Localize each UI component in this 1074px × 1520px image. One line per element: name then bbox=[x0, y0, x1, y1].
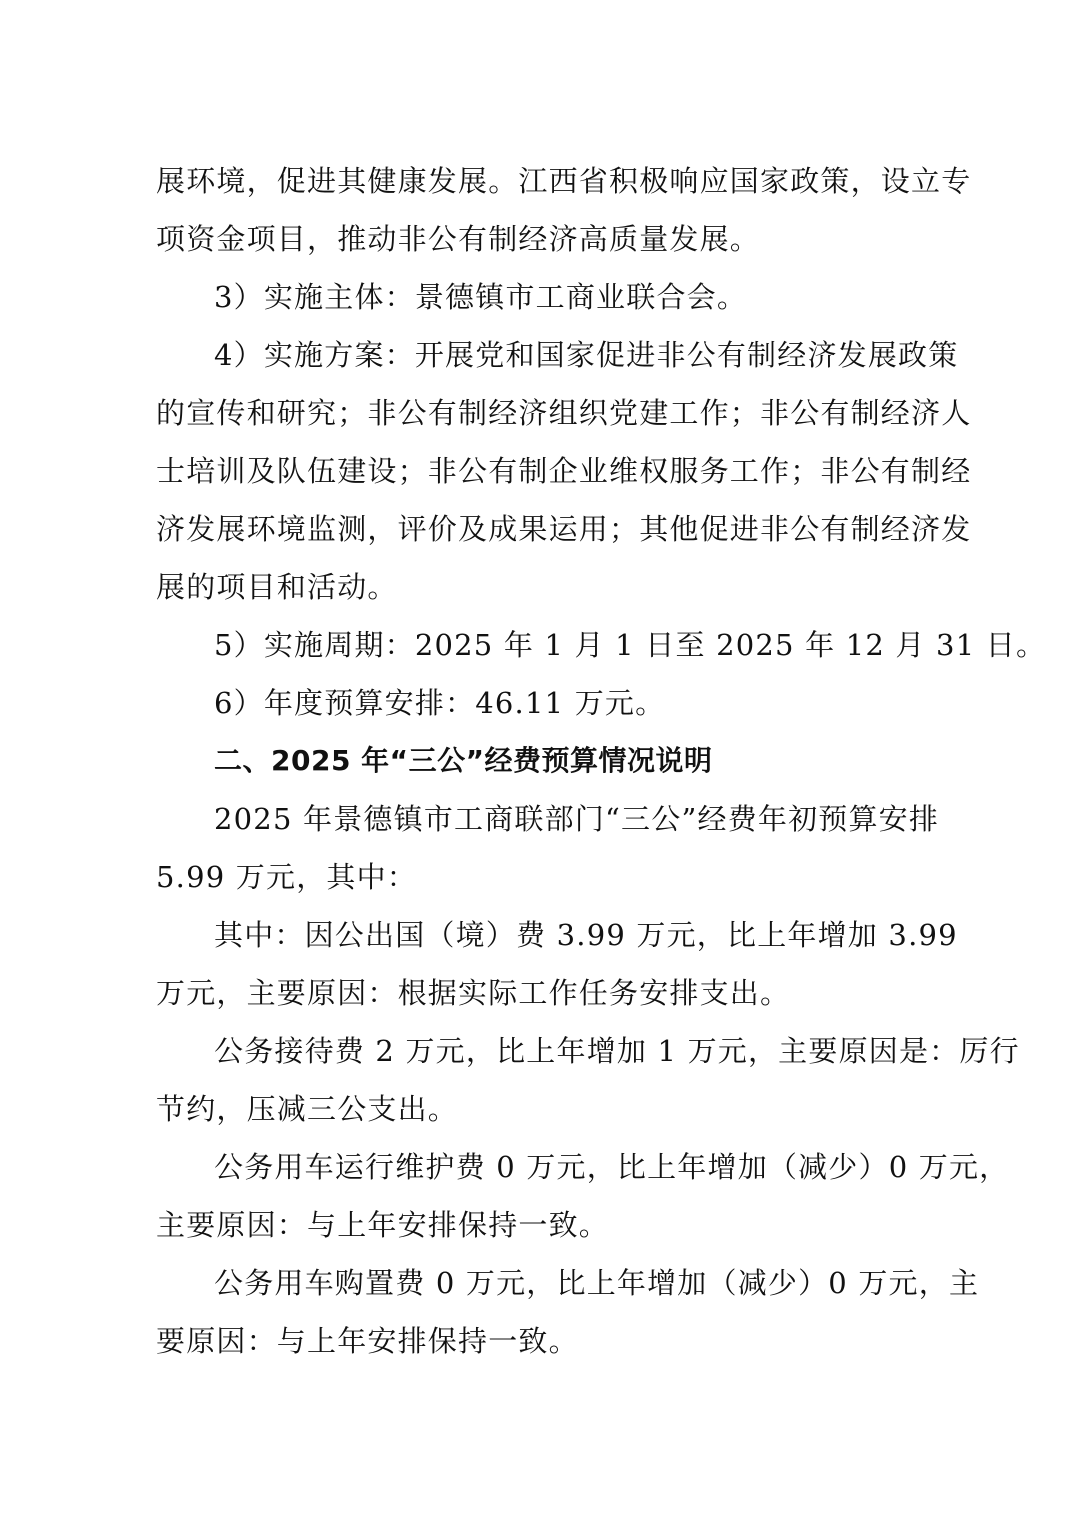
paragraph-line: 公务接待费 2 万元，比上年增加 1 万元，主要原因是：厉行 bbox=[214, 1034, 1020, 1068]
paragraph-line: 万元，主要原因：根据实际工作任务安排支出。 bbox=[156, 976, 791, 1010]
paragraph-line: 主要原因：与上年安排保持一致。 bbox=[156, 1208, 610, 1242]
paragraph-line: 4）实施方案：开展党和国家促进非公有制经济发展政策 bbox=[214, 338, 959, 372]
paragraph-line: 5.99 万元，其中： bbox=[156, 860, 417, 894]
paragraph-line: 的宣传和研究；非公有制经济组织党建工作；非公有制经济人 bbox=[156, 396, 972, 430]
paragraph-line: 展环境，促进其健康发展。江西省积极响应国家政策，设立专 bbox=[156, 164, 972, 198]
paragraph-line: 济发展环境监测，评价及成果运用；其他促进非公有制经济发 bbox=[156, 512, 972, 546]
paragraph-line: 公务用车运行维护费 0 万元，比上年增加（减少）0 万元， bbox=[214, 1150, 1010, 1184]
paragraph-line: 展的项目和活动。 bbox=[156, 570, 398, 604]
paragraph-line: 5）实施周期：2025 年 1 月 1 日至 2025 年 12 月 31 日。 bbox=[214, 628, 1047, 662]
paragraph-line: 节约，压减三公支出。 bbox=[156, 1092, 459, 1126]
paragraph-line: 项资金项目，推动非公有制经济高质量发展。 bbox=[156, 222, 761, 256]
paragraph-line: 公务用车购置费 0 万元，比上年增加（减少）0 万元，主 bbox=[214, 1266, 980, 1300]
paragraph-line: 6）年度预算安排：46.11 万元。 bbox=[214, 686, 666, 720]
paragraph-line: 3）实施主体：景德镇市工商业联合会。 bbox=[214, 280, 748, 314]
section-heading: 二、2025 年“三公”经费预算情况说明 bbox=[214, 744, 713, 777]
paragraph-line: 要原因：与上年安排保持一致。 bbox=[156, 1324, 579, 1358]
paragraph-line: 士培训及队伍建设；非公有制企业维权服务工作；非公有制经 bbox=[156, 454, 972, 488]
paragraph-line: 其中：因公出国（境）费 3.99 万元，比上年增加 3.99 bbox=[214, 918, 958, 952]
paragraph-line: 2025 年景德镇市工商联部门“三公”经费年初预算安排 bbox=[214, 802, 940, 836]
document-body bbox=[156, 152, 1047, 1370]
